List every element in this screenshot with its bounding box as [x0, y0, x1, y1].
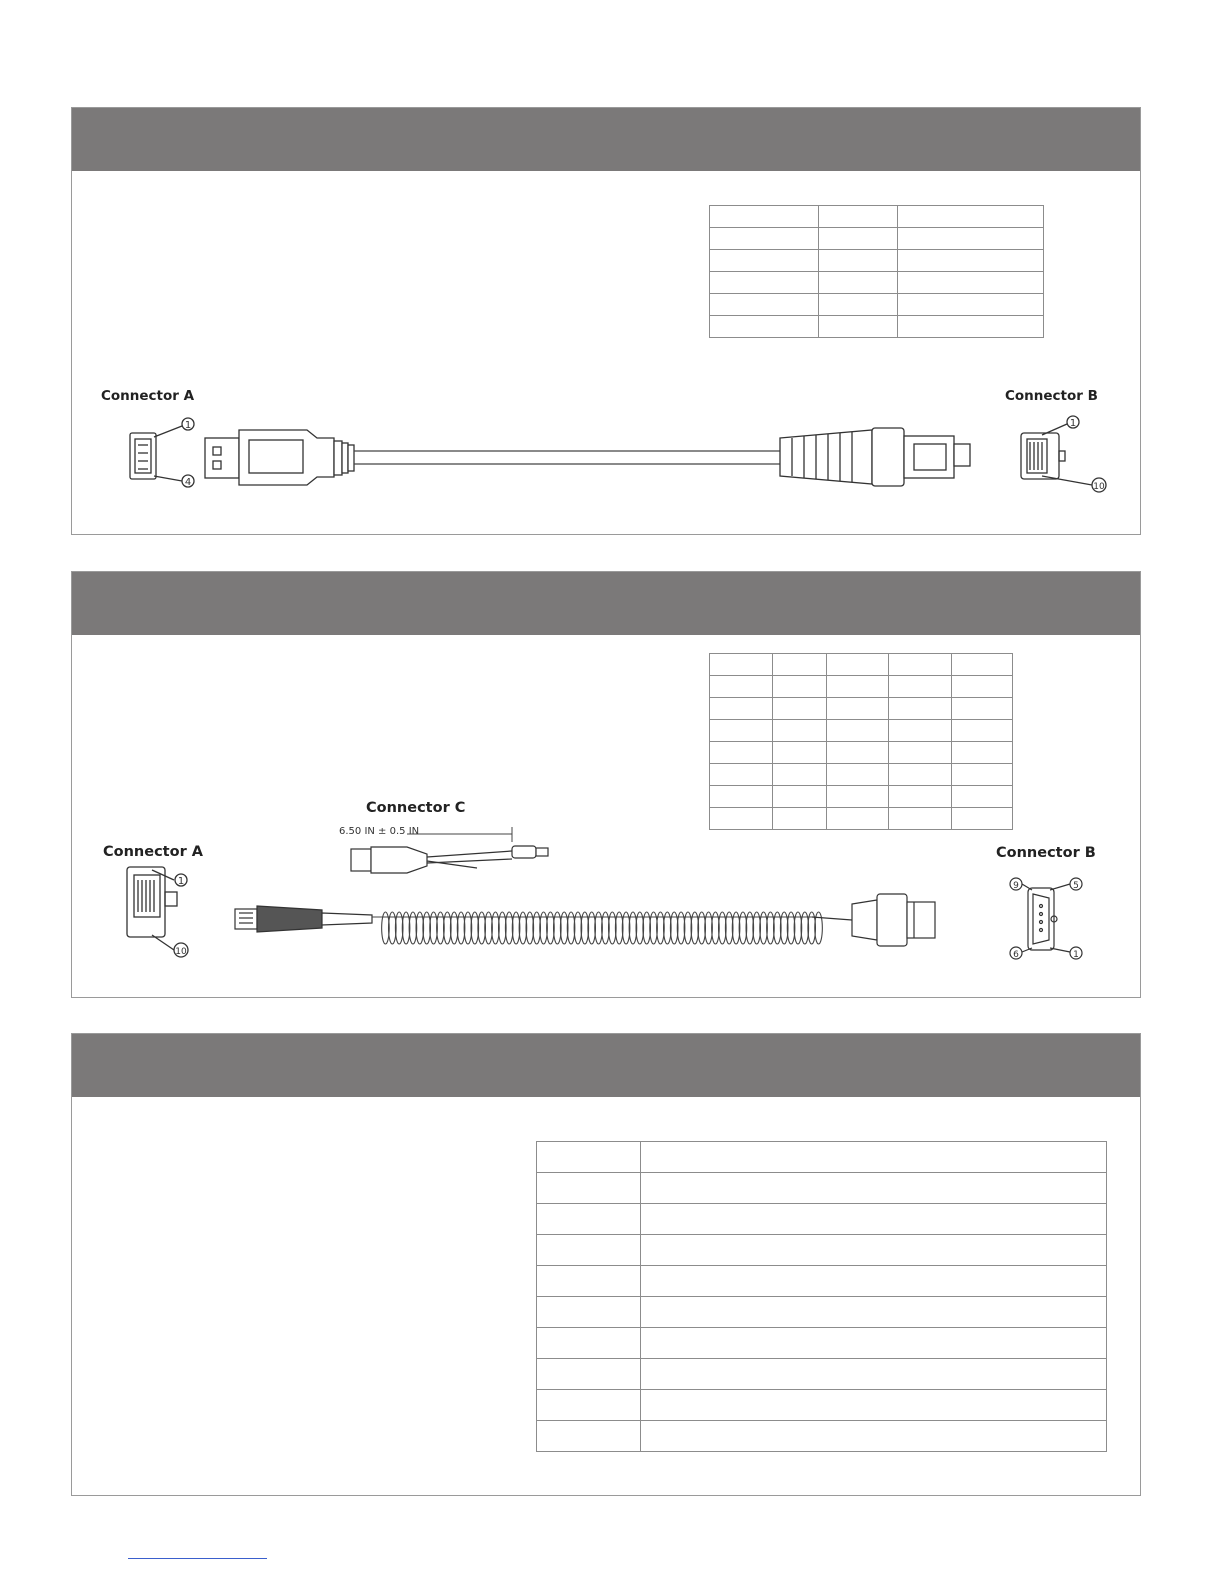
dimension-line: [407, 827, 512, 842]
pin-label-a-10: 10: [175, 947, 187, 957]
pinout-table: [536, 1141, 1107, 1452]
footer-link[interactable]: [128, 1558, 267, 1559]
connector-c-drawing: [351, 846, 548, 873]
pin-label-b-1: 1: [1069, 418, 1077, 429]
dimension-label: 6.50 IN ± 0.5 IN: [339, 826, 420, 837]
pin-label-a-1: 1: [177, 876, 185, 887]
rj-b-end-view: [1021, 416, 1106, 492]
pin-label-b-9: 9: [1013, 881, 1019, 891]
rj-plug-b: [780, 428, 970, 486]
connector-b-label: Connector B: [996, 845, 1096, 861]
pin-label-a-4: 4: [184, 477, 192, 488]
connector-a-label: Connector A: [103, 844, 203, 860]
pinout-panel: [71, 1033, 1141, 1496]
pin-label-b-6: 6: [1013, 950, 1019, 960]
usb-cable-drawing: [72, 108, 1140, 534]
pinout-table-body: [537, 1142, 1107, 1452]
usb-plug: [205, 430, 354, 485]
rj-plug-a: [235, 906, 372, 932]
pin-label-a-1: 1: [184, 420, 192, 431]
connector-b-label: Connector B: [1005, 388, 1098, 404]
db9-connector: [812, 894, 935, 946]
db9-end-view: [1010, 878, 1082, 959]
connector-c-label: Connector C: [366, 800, 466, 816]
pin-label-b-10: 10: [1093, 482, 1105, 492]
usb-cable-wire: [354, 451, 780, 464]
connector-a-label: Connector A: [101, 388, 195, 404]
pin-label-b-1: 1: [1073, 950, 1079, 960]
rs232-cable-panel: [71, 571, 1141, 998]
coiled-cable: [372, 912, 822, 944]
usb-cable-panel: [71, 107, 1141, 535]
rs232-cable-drawing: [72, 572, 1140, 997]
pin-label-b-5: 5: [1073, 881, 1079, 891]
panel-header: [72, 1034, 1140, 1097]
